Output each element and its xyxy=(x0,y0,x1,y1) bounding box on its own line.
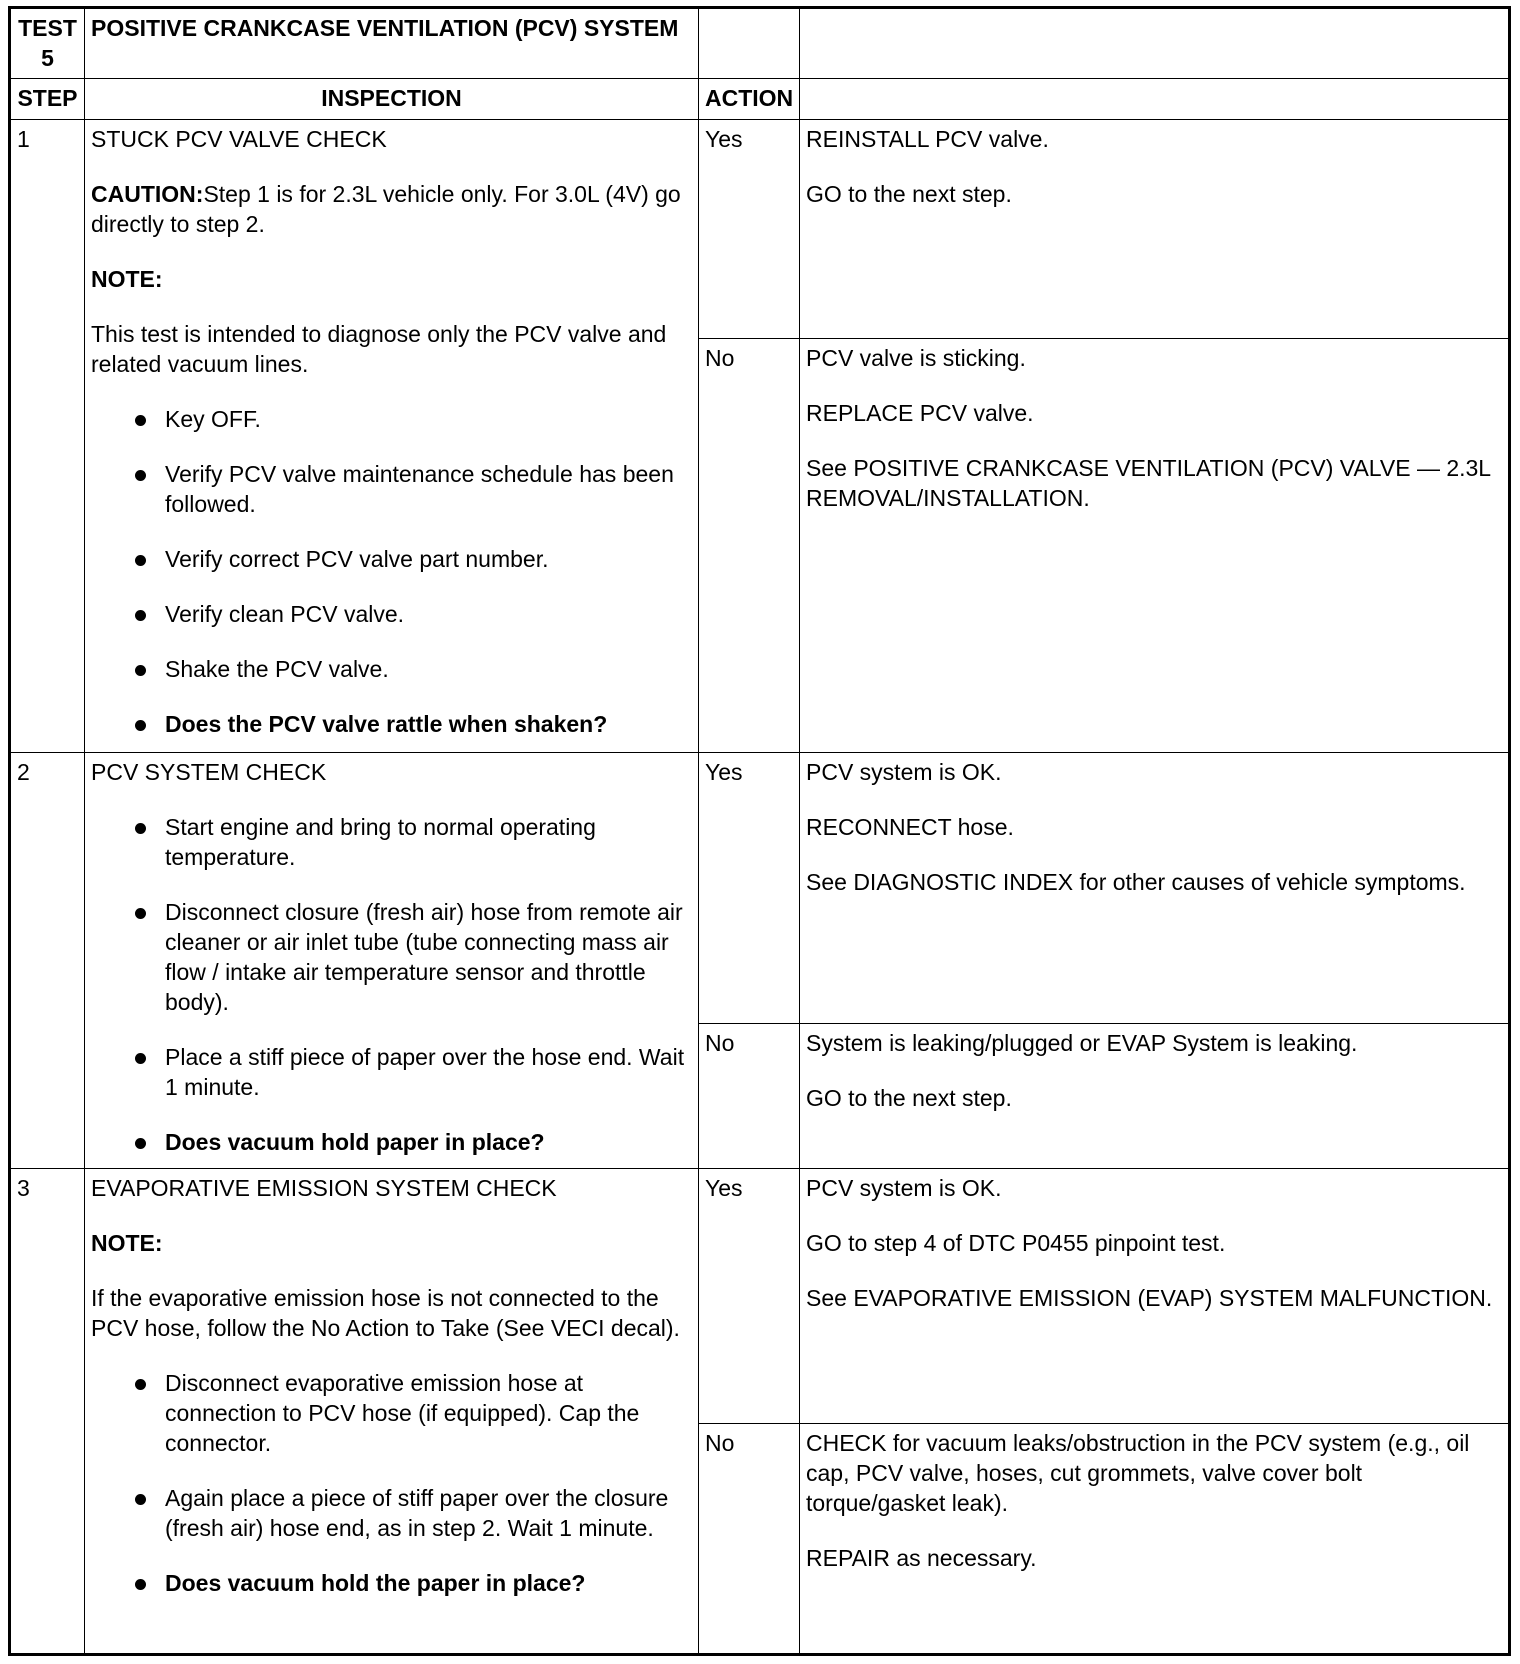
step-3-yes-row xyxy=(10,1168,1510,1424)
yes-answer: Yes xyxy=(699,753,800,1024)
action-line: PCV valve is sticking. xyxy=(806,345,1026,372)
yes-action xyxy=(800,1168,1510,1424)
test-id-cell xyxy=(10,8,85,79)
bullet-item: Verify clean PCV valve. xyxy=(135,599,692,629)
test-title: POSITIVE CRANKCASE VENTILATION (PCV) SYSTEM xyxy=(85,8,699,79)
bullet-item: Place a stiff piece of paper over the hose end. Wait 1 minute. xyxy=(135,1042,692,1102)
bullet-item: Again place a piece of stiff paper over the closure (fresh air) hose end, as in step 2. Wait 1 minute. xyxy=(135,1483,692,1543)
test-label: TEST xyxy=(18,15,77,41)
note-text: This test is intended to diagnose only the PCV valve and related vacuum lines. xyxy=(91,320,667,377)
step-2-inspection xyxy=(85,753,699,1168)
empty-header-cell xyxy=(699,8,800,79)
inspection-question: Does vacuum hold paper in place? xyxy=(135,1127,692,1157)
action-line: GO to the next step. xyxy=(806,1085,1012,1112)
caution-paragraph xyxy=(91,179,692,239)
note-label: NOTE: xyxy=(91,265,163,292)
column-header-row xyxy=(10,79,1510,120)
action-line: RECONNECT hose. xyxy=(806,814,1014,841)
inspection-bullet-list xyxy=(91,812,692,1157)
step-1-yes-row xyxy=(10,119,1510,339)
no-action xyxy=(800,339,1510,753)
action-line: GO to step 4 of DTC P0455 pinpoint test. xyxy=(806,1229,1226,1256)
yes-action xyxy=(800,119,1510,339)
action-line: PCV system is OK. xyxy=(806,759,1002,786)
inspection-column-header: INSPECTION xyxy=(85,79,699,120)
action-line: REPAIR as necessary. xyxy=(806,1545,1037,1572)
bullet-item: Disconnect evaporative emission hose at connection to PCV hose (if equipped). Cap the connector. xyxy=(135,1368,692,1458)
inspection-question: Does vacuum hold the paper in place? xyxy=(135,1568,692,1598)
bullet-item: Key OFF. xyxy=(135,404,692,434)
bullet-item: Verify correct PCV valve part number. xyxy=(135,544,692,574)
step-column-header: STEP xyxy=(10,79,85,120)
action-line: REINSTALL PCV valve. xyxy=(806,125,1049,152)
test-number: 5 xyxy=(41,45,54,71)
inspection-title: EVAPORATIVE EMISSION SYSTEM CHECK xyxy=(91,1174,557,1201)
bullet-item: Shake the PCV valve. xyxy=(135,654,692,684)
test-header-row xyxy=(10,8,1510,79)
action-line: GO to the next step. xyxy=(806,180,1012,207)
step-2-yes-row xyxy=(10,753,1510,1024)
bullet-item: Verify PCV valve maintenance schedule has been followed. xyxy=(135,459,692,519)
inspection-bullet-list xyxy=(91,1368,692,1598)
caution-label: CAUTION: xyxy=(91,180,204,207)
action-line: REPLACE PCV valve. xyxy=(806,400,1034,427)
empty-header-cell xyxy=(800,79,1510,120)
action-line: PCV system is OK. xyxy=(806,1174,1002,1201)
no-answer: No xyxy=(699,1424,800,1655)
bullet-item: Start engine and bring to normal operating temperature. xyxy=(135,812,692,872)
inspection-title: STUCK PCV VALVE CHECK xyxy=(91,125,387,152)
diagnostic-test-table xyxy=(8,6,1511,1656)
action-line: See DIAGNOSTIC INDEX for other causes of vehicle symptoms. xyxy=(806,869,1466,896)
action-line: CHECK for vacuum leaks/obstruction in the PCV system (e.g., oil cap, PCV valve, hoses, cut grommets, valve cover bolt torque/gasket leak). xyxy=(806,1430,1470,1517)
inspection-bullet-list xyxy=(91,404,692,739)
no-action xyxy=(800,1424,1510,1655)
action-column-header: ACTION xyxy=(699,79,800,120)
note-label: NOTE: xyxy=(91,1229,163,1256)
caution-text: Step 1 is for 2.3L vehicle only. For 3.0L (4V) go directly to step 2. xyxy=(91,180,681,237)
yes-action xyxy=(800,753,1510,1024)
yes-answer: Yes xyxy=(699,1168,800,1424)
action-line: See EVAPORATIVE EMISSION (EVAP) SYSTEM MALFUNCTION. xyxy=(806,1284,1493,1311)
step-1-inspection xyxy=(85,119,699,753)
no-answer: No xyxy=(699,1024,800,1169)
step-number: 1 xyxy=(10,119,85,753)
action-line: See POSITIVE CRANKCASE VENTILATION (PCV) VALVE — 2.3L REMOVAL/INSTALLATION. xyxy=(806,455,1491,512)
inspection-title: PCV SYSTEM CHECK xyxy=(91,759,327,786)
yes-answer: Yes xyxy=(699,119,800,339)
action-line: System is leaking/plugged or EVAP System is leaking. xyxy=(806,1030,1358,1057)
step-3-inspection xyxy=(85,1168,699,1654)
empty-header-cell xyxy=(800,8,1510,79)
no-action xyxy=(800,1024,1510,1169)
step-number: 3 xyxy=(10,1168,85,1654)
bullet-item: Disconnect closure (fresh air) hose from remote air cleaner or air inlet tube (tube connecting mass air flow / intake air temperature sensor and throttle body). xyxy=(135,897,692,1017)
inspection-question: Does the PCV valve rattle when shaken? xyxy=(135,709,692,739)
no-answer: No xyxy=(699,339,800,753)
step-number: 2 xyxy=(10,753,85,1168)
note-text: If the evaporative emission hose is not connected to the PCV hose, follow the No Action to Take (See VECI decal). xyxy=(91,1284,680,1341)
